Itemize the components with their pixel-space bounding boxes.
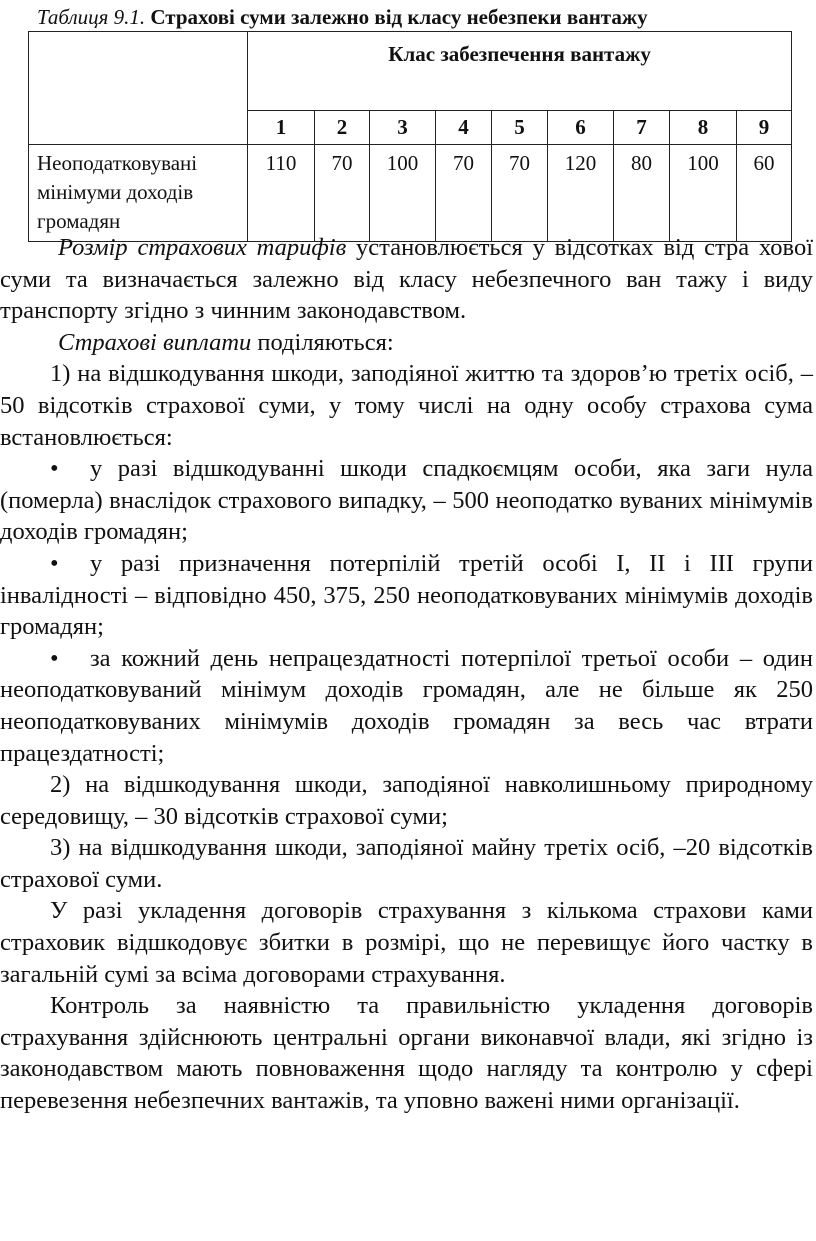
insurance-sums-table — [28, 31, 792, 242]
paragraph-item-2: 2) на відшкодування шкоди, заподіяної навколишньому природному середовищу, – 30 відсотків страхової суми; — [0, 771, 813, 830]
value-cell-9: 60 — [737, 145, 792, 242]
class-header-5: 5 — [492, 111, 548, 145]
value-cell-6: 120 — [548, 145, 614, 242]
value-cell-1: 110 — [248, 145, 315, 242]
bullet-text-2: у разі призначення потерпілій третій особі I, II і III групи інвалідності – відповідно 450, 375, 250 неоподатковуваних мінімумів доходів громадян; — [0, 549, 813, 641]
paragraph-item-3: 3) на відшкодування шкоди, заподіяної майну третіх осіб, –20 відсотків страхової суми. — [0, 834, 813, 893]
bullet-icon: • — [50, 455, 59, 483]
value-cell-3: 100 — [370, 145, 436, 242]
value-cell-2: 70 — [315, 145, 370, 242]
paragraph-tariffs-text: установлюється у відсотках від стра хової суми та визначається залежно від класу небезпечного ван тажу і виду транспорту згідно з чинним законодавством. — [0, 234, 813, 325]
paragraph-payments-text: поділяються: — [251, 328, 394, 356]
term-payments: Страхові виплати — [58, 328, 252, 356]
body-text — [0, 232, 813, 1117]
value-cell-5: 70 — [492, 145, 548, 242]
value-cell-8: 100 — [670, 145, 737, 242]
table-caption — [37, 4, 797, 30]
value-cell-7: 80 — [614, 145, 670, 242]
class-header-2: 2 — [315, 111, 370, 145]
term-tariffs: Розмір страхових тарифів — [58, 234, 347, 261]
paragraph-tariffs — [0, 232, 813, 327]
class-header-8: 8 — [670, 111, 737, 145]
class-header-6: 6 — [548, 111, 614, 145]
table-corner-cell — [29, 32, 248, 145]
paragraph-payments — [0, 327, 813, 359]
bullet-text-1: у разі відшкодуванні шкоди спадкоємцям особи, яка заги нула (померла) внаслідок страхового випадку, – 500 неоподатко вуваних мінімумів доходів громадян; — [0, 455, 813, 546]
class-header-9: 9 — [737, 111, 792, 145]
paragraph-item-1: 1) на відшкодування шкоди, заподіяної життю та здоров’ю третіх осіб, – 50 відсотків страхової суми, у тому числі на одну особу страхова сума встановлюється: — [0, 360, 813, 451]
class-header-3: 3 — [370, 111, 436, 145]
paragraph-multiple-insurers: У разі укладення договорів страхування з кількома страхови ками страховик відшкодовує збитки в розмірі, що не перевищує його частку в загальній сумі за всіма договорами страхування. — [0, 897, 813, 988]
bullet-item-3 — [0, 643, 813, 769]
value-cell-4: 70 — [436, 145, 492, 242]
bullet-item-1 — [0, 453, 813, 548]
class-header-1: 1 — [248, 111, 315, 145]
class-header-7: 7 — [614, 111, 670, 145]
bullet-icon: • — [50, 549, 59, 577]
bullet-item-2 — [0, 548, 813, 643]
bullet-icon: • — [50, 644, 59, 672]
table-number: Таблиця 9.1. — [37, 5, 146, 29]
paragraph-control: Контроль за наявністю та правильністю укладення договорів страхування здійснюють центральні органи виконавчої влади, які згідно із законодавством мають повноваження щодо нагляду та контролю у сфері перевезення небезпечних вантажів, та уповно важені ними організації. — [0, 992, 813, 1115]
bullet-text-3: за кожний день непрацездатності потерпілої третьої особи – один неоподатковуваний мінімум доходів громадян, але не більше як 250 неоподатковуваних мінімумів доходів громадян за весь час втрати працездатності; — [0, 644, 813, 767]
class-group-header: Клас забезпечення вантажу — [248, 32, 792, 111]
table-row — [29, 145, 792, 242]
class-header-4: 4 — [436, 111, 492, 145]
table-title: Страхові суми залежно від класу небезпеки вантажу — [150, 5, 648, 29]
row-label: Неоподатковувані мінімуми доходів громадян — [29, 145, 248, 242]
